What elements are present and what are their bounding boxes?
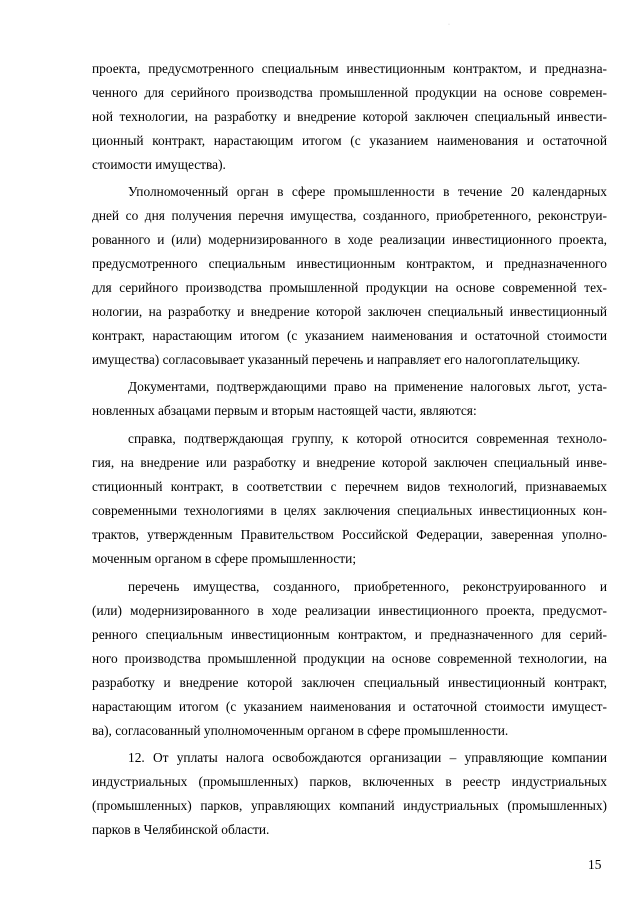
- text-line: ного производства промышленной продукции на основе современной технологии, на: [92, 651, 607, 666]
- text-line: перечень имущества, созданного, приобретенного, реконструированного и: [128, 579, 607, 594]
- text-line: ренного специальным инвестиционным контрактом, и предназначенного для серий-: [92, 627, 607, 642]
- text-line: моченным органом в сфере промышленности;: [92, 551, 357, 566]
- text-line: разработку и внедрение которой заключен специальный инвестиционный контракт,: [92, 675, 607, 690]
- text-line: индустриальных (промышленных) парков, включенных в реестр индустриальных: [92, 774, 607, 789]
- text-line: стоимости имущества).: [92, 157, 226, 172]
- text-line: ной технологии, на разработку и внедрение которой заключен специальный инвести-: [92, 109, 607, 124]
- text-line: дней со дня получения перечня имущества, созданного, приобретенного, реконструи-: [92, 208, 607, 223]
- text-line: нологии, на разработку и внедрение которой заключен специальный инвестиционный: [92, 304, 607, 319]
- text-line: трактов, утвержденным Правительством Российской Федерации, заверенная уполно-: [92, 527, 607, 542]
- text-line: ционный контракт, нарастающим итогом (с указанием наименования и остаточной: [92, 133, 607, 148]
- text-line: имущества) согласовывает указанный перечень и направляет его налогоплательщику.: [92, 352, 581, 367]
- text-line: парков в Челябинской области.: [92, 822, 270, 837]
- text-line: контракт, нарастающим итогом (с указанием наименования и остаточной стоимости: [92, 328, 607, 343]
- text-line: Документами, подтверждающими право на применение налоговых льгот, уста-: [128, 379, 607, 394]
- page-number: 15: [588, 857, 602, 872]
- text-line: (или) модернизированного в ходе реализации инвестиционного проекта, предусмот-: [92, 603, 607, 618]
- text-line: 12. От уплаты налога освобождаются организации – управляющие компании: [128, 750, 607, 765]
- text-line: Уполномоченный орган в сфере промышленности в течение 20 календарных: [128, 184, 607, 199]
- text-line: ченного для серийного производства промышленной продукции на основе современ-: [92, 85, 607, 100]
- text-line: ва), согласованный уполномоченным органом в сфере промышленности.: [92, 723, 509, 738]
- text-line: новленных абзацами первым и вторым настоящей части, являются:: [92, 403, 477, 418]
- text-line: стиционный контракт, в соответствии с перечнем видов технологий, признаваемых: [92, 479, 607, 494]
- top-mark: ·: [448, 22, 450, 28]
- text-line: предусмотренного специальным инвестиционным контрактом, и предназначенного: [92, 256, 607, 271]
- text-line: для серийного производства промышленной продукции на основе современной тех-: [92, 280, 607, 295]
- text-line: справка, подтверждающая группу, к которой относится современная техноло-: [128, 431, 607, 446]
- text-line: проекта, предусмотренного специальным инвестиционным контрактом, и предназна-: [92, 61, 607, 76]
- text-line: современными технологиями в целях заключения специальных инвестиционных кон-: [92, 503, 607, 518]
- text-line: нарастающим итогом (с указанием наименования и остаточной стоимости имущест-: [92, 699, 607, 714]
- text-line: гия, на внедрение или разработку и внедрение которой заключен специальный инве-: [92, 455, 607, 470]
- text-line: (промышленных) парков, управляющих компаний индустриальных (промышленных): [92, 798, 607, 813]
- text-line: рованного и (или) модернизированного в ходе реализации инвестиционного проекта,: [92, 232, 607, 247]
